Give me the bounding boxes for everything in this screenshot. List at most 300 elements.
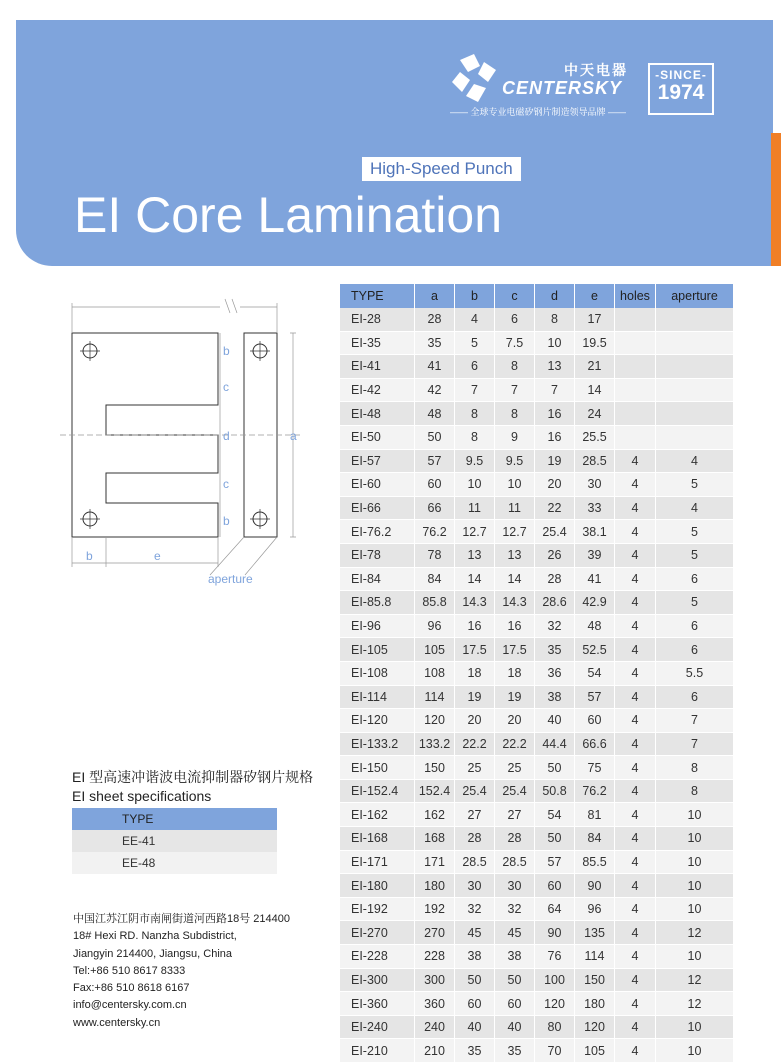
table-cell: 10	[495, 473, 535, 497]
table-row	[340, 709, 734, 733]
table-cell: 5	[656, 473, 734, 497]
table-cell: 6	[455, 355, 495, 379]
table-cell: 28	[495, 827, 535, 851]
since-year: 1974	[657, 81, 705, 104]
brand-tagline: —— 全球专业电磁矽钢片制造领导品牌 ——	[450, 107, 627, 117]
table-row	[340, 473, 734, 497]
table-cell: 114	[575, 945, 615, 969]
table-row	[340, 520, 734, 544]
table-cell: 50	[415, 426, 455, 450]
table-cell: 27	[455, 803, 495, 827]
table-cell: 19.5	[575, 332, 615, 356]
table-cell: 4	[615, 921, 656, 945]
table-cell: 10	[656, 1016, 734, 1040]
table-row	[340, 568, 734, 592]
table-cell: 35	[535, 638, 575, 662]
table-row	[340, 615, 734, 639]
table-cell: 40	[455, 1016, 495, 1040]
table-cell: EI-120	[340, 709, 415, 733]
table-cell: EI-108	[340, 662, 415, 686]
table-cell: 35	[415, 332, 455, 356]
table-cell: 4	[615, 851, 656, 875]
table-cell: 19	[455, 686, 495, 710]
table-cell: 40	[495, 1016, 535, 1040]
table-cell: 28.6	[535, 591, 575, 615]
table-cell: 57	[415, 450, 455, 474]
table-cell: 42	[415, 379, 455, 403]
table-cell: 4	[615, 945, 656, 969]
table-cell: 120	[535, 992, 575, 1016]
table-cell: 85.5	[575, 851, 615, 875]
table-row	[340, 332, 734, 356]
table-row	[340, 544, 734, 568]
spec-table	[72, 808, 277, 874]
address-cn: 中国江苏江阴市南闸街道河西路18号 214400	[73, 913, 290, 925]
table-cell: 6	[495, 308, 535, 332]
contact-info	[73, 911, 290, 1032]
table-cell: 22.2	[495, 733, 535, 757]
table-cell: 4	[615, 803, 656, 827]
table-cell: 14	[575, 379, 615, 403]
table-cell	[615, 355, 656, 379]
table-cell: 4	[615, 662, 656, 686]
table-cell: 81	[575, 803, 615, 827]
table-cell: 54	[575, 662, 615, 686]
table-cell: 5	[656, 544, 734, 568]
table-cell: 50	[455, 969, 495, 993]
table-cell: 12	[656, 992, 734, 1016]
table-cell: 30	[455, 874, 495, 898]
table-cell: 7.5	[495, 332, 535, 356]
orange-accent-tab	[771, 133, 781, 266]
table-cell: 20	[455, 709, 495, 733]
table-cell: 228	[415, 945, 455, 969]
table-cell: 10	[656, 945, 734, 969]
table-cell	[615, 426, 656, 450]
table-cell: EI-28	[340, 308, 415, 332]
table-cell: EI-360	[340, 992, 415, 1016]
lamination-spec-table	[340, 284, 734, 1063]
col-holes: holes	[615, 284, 656, 308]
table-row	[340, 921, 734, 945]
table-cell: 4	[455, 308, 495, 332]
table-cell: 28	[415, 308, 455, 332]
table-row	[340, 945, 734, 969]
table-cell: 10	[656, 827, 734, 851]
table-cell: 4	[615, 756, 656, 780]
table-cell: 96	[415, 615, 455, 639]
table-row	[340, 638, 734, 662]
table-cell: 66.6	[575, 733, 615, 757]
table-cell: EI-171	[340, 851, 415, 875]
table-cell: 60	[575, 709, 615, 733]
table-cell: 4	[615, 1039, 656, 1063]
table-cell: 150	[415, 756, 455, 780]
table-cell: EI-162	[340, 803, 415, 827]
ei-core-diagram	[60, 295, 320, 595]
table-cell: EI-228	[340, 945, 415, 969]
table-cell: 50	[495, 969, 535, 993]
table-cell: 18	[455, 662, 495, 686]
table-row	[340, 379, 734, 403]
table-cell: 180	[575, 992, 615, 1016]
table-cell: 6	[656, 686, 734, 710]
table-cell: 52.5	[575, 638, 615, 662]
table-cell: EI-48	[340, 402, 415, 426]
table-cell: 16	[535, 402, 575, 426]
table-cell: 135	[575, 921, 615, 945]
table-cell: 10	[656, 1039, 734, 1063]
table-cell: 4	[656, 450, 734, 474]
table-cell: 6	[656, 568, 734, 592]
table-cell: EI-300	[340, 969, 415, 993]
table-cell	[656, 379, 734, 403]
table-row	[340, 686, 734, 710]
table-cell: 30	[575, 473, 615, 497]
table-row	[340, 756, 734, 780]
table-cell: EI-57	[340, 450, 415, 474]
table-cell: 4	[615, 473, 656, 497]
col-e: e	[575, 284, 615, 308]
table-cell: 32	[455, 898, 495, 922]
table-cell: 120	[415, 709, 455, 733]
table-row	[340, 874, 734, 898]
table-cell: 4	[615, 686, 656, 710]
spec-row: EE-41	[72, 830, 277, 852]
table-cell: 25.4	[495, 780, 535, 804]
table-cell: EI-76.2	[340, 520, 415, 544]
table-cell: 7	[535, 379, 575, 403]
table-row	[340, 1016, 734, 1040]
table-cell: 4	[615, 1016, 656, 1040]
label-b-left: b	[86, 549, 93, 563]
table-cell: 38	[455, 945, 495, 969]
table-cell: 4	[615, 827, 656, 851]
spec-title-en: EI sheet specifications	[72, 788, 212, 804]
table-cell: 16	[495, 615, 535, 639]
table-cell: 5.5	[656, 662, 734, 686]
table-cell: 76.2	[415, 520, 455, 544]
centersky-logo-icon	[450, 52, 498, 104]
table-cell: 14	[495, 568, 535, 592]
table-cell: 40	[535, 709, 575, 733]
table-row	[340, 1039, 734, 1063]
table-cell: 50.8	[535, 780, 575, 804]
table-cell: 66	[415, 497, 455, 521]
table-row	[340, 780, 734, 804]
table-cell: 11	[455, 497, 495, 521]
table-cell: 5	[656, 591, 734, 615]
table-cell: 13	[535, 355, 575, 379]
email-link[interactable]: info@centersky.com.cn	[73, 999, 187, 1012]
table-cell	[656, 308, 734, 332]
table-cell: 20	[495, 709, 535, 733]
table-cell: EI-60	[340, 473, 415, 497]
table-cell: 4	[615, 450, 656, 474]
table-cell: 14	[455, 568, 495, 592]
table-cell: EI-133.2	[340, 733, 415, 757]
table-cell: 78	[415, 544, 455, 568]
table-cell: 33	[575, 497, 615, 521]
table-cell	[615, 379, 656, 403]
table-cell: 38	[495, 945, 535, 969]
table-cell: 10	[455, 473, 495, 497]
table-cell: EI-78	[340, 544, 415, 568]
table-row	[340, 308, 734, 332]
table-cell: 105	[415, 638, 455, 662]
table-cell: 300	[415, 969, 455, 993]
table-cell: 8	[535, 308, 575, 332]
table-cell: 57	[575, 686, 615, 710]
table-cell: 6	[656, 638, 734, 662]
table-cell: 152.4	[415, 780, 455, 804]
table-cell: EI-42	[340, 379, 415, 403]
table-cell: 4	[615, 497, 656, 521]
table-cell: 360	[415, 992, 455, 1016]
table-cell: 7	[455, 379, 495, 403]
table-cell: 9.5	[495, 450, 535, 474]
address-en-line2: Jiangyin 214400, Jiangsu, China	[73, 947, 233, 960]
table-cell: 4	[615, 520, 656, 544]
table-cell: 5	[656, 520, 734, 544]
table-cell: 240	[415, 1016, 455, 1040]
col-b: b	[455, 284, 495, 308]
col-d: d	[535, 284, 575, 308]
table-cell: 105	[575, 1039, 615, 1063]
table-cell: EI-270	[340, 921, 415, 945]
label-c-bottom: c	[223, 477, 229, 491]
table-cell: 28.5	[455, 851, 495, 875]
table-cell: 8	[656, 780, 734, 804]
table-cell: 4	[615, 709, 656, 733]
table-cell: 14.3	[495, 591, 535, 615]
table-cell: 16	[535, 426, 575, 450]
table-cell: 35	[455, 1039, 495, 1063]
table-cell: 57	[535, 851, 575, 875]
table-cell: 4	[615, 969, 656, 993]
table-header-row	[340, 284, 734, 308]
table-cell: 50	[535, 827, 575, 851]
col-type: TYPE	[340, 284, 415, 308]
col-a: a	[415, 284, 455, 308]
table-cell: EI-168	[340, 827, 415, 851]
table-cell: 20	[535, 473, 575, 497]
table-cell: EI-240	[340, 1016, 415, 1040]
table-cell	[656, 402, 734, 426]
table-cell: 60	[495, 992, 535, 1016]
table-cell: 39	[575, 544, 615, 568]
table-cell: 45	[495, 921, 535, 945]
table-cell: 10	[656, 874, 734, 898]
table-cell: 45	[455, 921, 495, 945]
table-cell: 22	[535, 497, 575, 521]
table-row	[340, 898, 734, 922]
table-cell: 120	[575, 1016, 615, 1040]
table-cell: EI-105	[340, 638, 415, 662]
table-cell	[656, 426, 734, 450]
table-cell: 8	[455, 402, 495, 426]
table-cell: 38.1	[575, 520, 615, 544]
table-cell: 26	[535, 544, 575, 568]
table-cell: 12.7	[495, 520, 535, 544]
table-cell: 25	[455, 756, 495, 780]
address-en-line1: 18# Hexi RD. Nanzha Subdistrict,	[73, 930, 237, 943]
table-row	[340, 497, 734, 521]
table-cell: 64	[535, 898, 575, 922]
table-cell: 21	[575, 355, 615, 379]
table-row	[340, 803, 734, 827]
page-title: EI Core Lamination	[74, 187, 503, 243]
table-cell: 48	[575, 615, 615, 639]
table-row	[340, 851, 734, 875]
table-cell: EI-114	[340, 686, 415, 710]
table-cell: 41	[575, 568, 615, 592]
table-cell	[656, 355, 734, 379]
table-cell: 30	[495, 874, 535, 898]
table-cell: 18	[495, 662, 535, 686]
table-cell: 36	[535, 662, 575, 686]
table-cell	[615, 402, 656, 426]
table-cell: EI-85.8	[340, 591, 415, 615]
table-cell: EI-150	[340, 756, 415, 780]
table-cell: EI-41	[340, 355, 415, 379]
col-c: c	[495, 284, 535, 308]
label-b-top: b	[223, 344, 230, 358]
table-cell: 4	[615, 898, 656, 922]
table-cell: 14.3	[455, 591, 495, 615]
table-cell: 32	[535, 615, 575, 639]
label-b-bottom: b	[223, 514, 230, 528]
table-cell: 25	[495, 756, 535, 780]
table-cell: 96	[575, 898, 615, 922]
table-cell: 17	[575, 308, 615, 332]
table-cell: 12	[656, 921, 734, 945]
table-cell: 19	[495, 686, 535, 710]
table-cell: 28	[535, 568, 575, 592]
table-cell: 54	[535, 803, 575, 827]
table-cell: 12.7	[455, 520, 495, 544]
table-cell: 9.5	[455, 450, 495, 474]
table-cell: 162	[415, 803, 455, 827]
spec-header: TYPE	[72, 808, 277, 830]
table-cell: 60	[535, 874, 575, 898]
table-cell: 28.5	[575, 450, 615, 474]
table-row	[340, 402, 734, 426]
table-cell: 8	[656, 756, 734, 780]
label-d: d	[223, 429, 230, 443]
table-cell: 76.2	[575, 780, 615, 804]
table-cell: EI-35	[340, 332, 415, 356]
table-cell: 10	[656, 851, 734, 875]
table-cell: 4	[615, 568, 656, 592]
table-cell: EI-180	[340, 874, 415, 898]
website-link[interactable]: www.centersky.cn	[73, 1016, 161, 1029]
table-cell: 28	[455, 827, 495, 851]
table-cell: 10	[535, 332, 575, 356]
label-c-top: c	[223, 380, 229, 394]
table-cell: 22.2	[455, 733, 495, 757]
table-cell: 210	[415, 1039, 455, 1063]
table-cell: 11	[495, 497, 535, 521]
table-cell: 7	[495, 379, 535, 403]
table-row	[340, 827, 734, 851]
since-badge	[648, 63, 714, 115]
table-cell: 4	[615, 874, 656, 898]
table-cell: 4	[656, 497, 734, 521]
label-aperture: aperture	[208, 572, 253, 586]
table-cell: 108	[415, 662, 455, 686]
table-cell: 4	[615, 544, 656, 568]
table-cell: 50	[535, 756, 575, 780]
table-cell: 4	[615, 591, 656, 615]
table-cell	[615, 332, 656, 356]
table-cell: 4	[615, 615, 656, 639]
table-cell: 35	[495, 1039, 535, 1063]
since-label: -SINCE-	[655, 68, 707, 82]
table-cell: 133.2	[415, 733, 455, 757]
table-row	[340, 591, 734, 615]
table-row	[340, 992, 734, 1016]
table-cell: 42.9	[575, 591, 615, 615]
table-cell: 24	[575, 402, 615, 426]
table-cell: EI-66	[340, 497, 415, 521]
table-cell: 19	[535, 450, 575, 474]
table-cell: 5	[455, 332, 495, 356]
table-cell: 90	[575, 874, 615, 898]
table-cell: 75	[575, 756, 615, 780]
table-cell	[615, 308, 656, 332]
table-cell: 100	[535, 969, 575, 993]
spec-row: EE-48	[72, 852, 277, 874]
table-cell: 4	[615, 780, 656, 804]
table-cell: 60	[415, 473, 455, 497]
table-cell: 192	[415, 898, 455, 922]
table-cell: 4	[615, 638, 656, 662]
spec-title-cn: EI 型高速冲谐波电流抑制器矽钢片规格	[72, 769, 314, 785]
table-row	[340, 450, 734, 474]
table-cell: 150	[575, 969, 615, 993]
table-cell: EI-50	[340, 426, 415, 450]
table-cell: EI-192	[340, 898, 415, 922]
table-cell: 16	[455, 615, 495, 639]
table-cell: 17.5	[455, 638, 495, 662]
table-row	[340, 969, 734, 993]
table-cell: 171	[415, 851, 455, 875]
table-cell: 9	[495, 426, 535, 450]
table-cell: 168	[415, 827, 455, 851]
table-cell: 13	[455, 544, 495, 568]
table-cell: 10	[656, 898, 734, 922]
table-row	[340, 426, 734, 450]
table-cell: 70	[535, 1039, 575, 1063]
table-cell	[656, 332, 734, 356]
label-a: a	[290, 429, 297, 443]
table-cell: 180	[415, 874, 455, 898]
brand-name-cn: 中天电器	[564, 62, 628, 78]
table-cell: 7	[656, 709, 734, 733]
table-cell: 6	[656, 615, 734, 639]
fax: Fax:+86 510 8618 6167	[73, 982, 190, 995]
table-cell: 80	[535, 1016, 575, 1040]
table-cell: EI-96	[340, 615, 415, 639]
table-cell: 10	[656, 803, 734, 827]
table-cell: 60	[455, 992, 495, 1016]
table-cell: 17.5	[495, 638, 535, 662]
table-cell: 85.8	[415, 591, 455, 615]
table-cell: EI-210	[340, 1039, 415, 1063]
table-cell: 41	[415, 355, 455, 379]
table-cell: 25.4	[535, 520, 575, 544]
